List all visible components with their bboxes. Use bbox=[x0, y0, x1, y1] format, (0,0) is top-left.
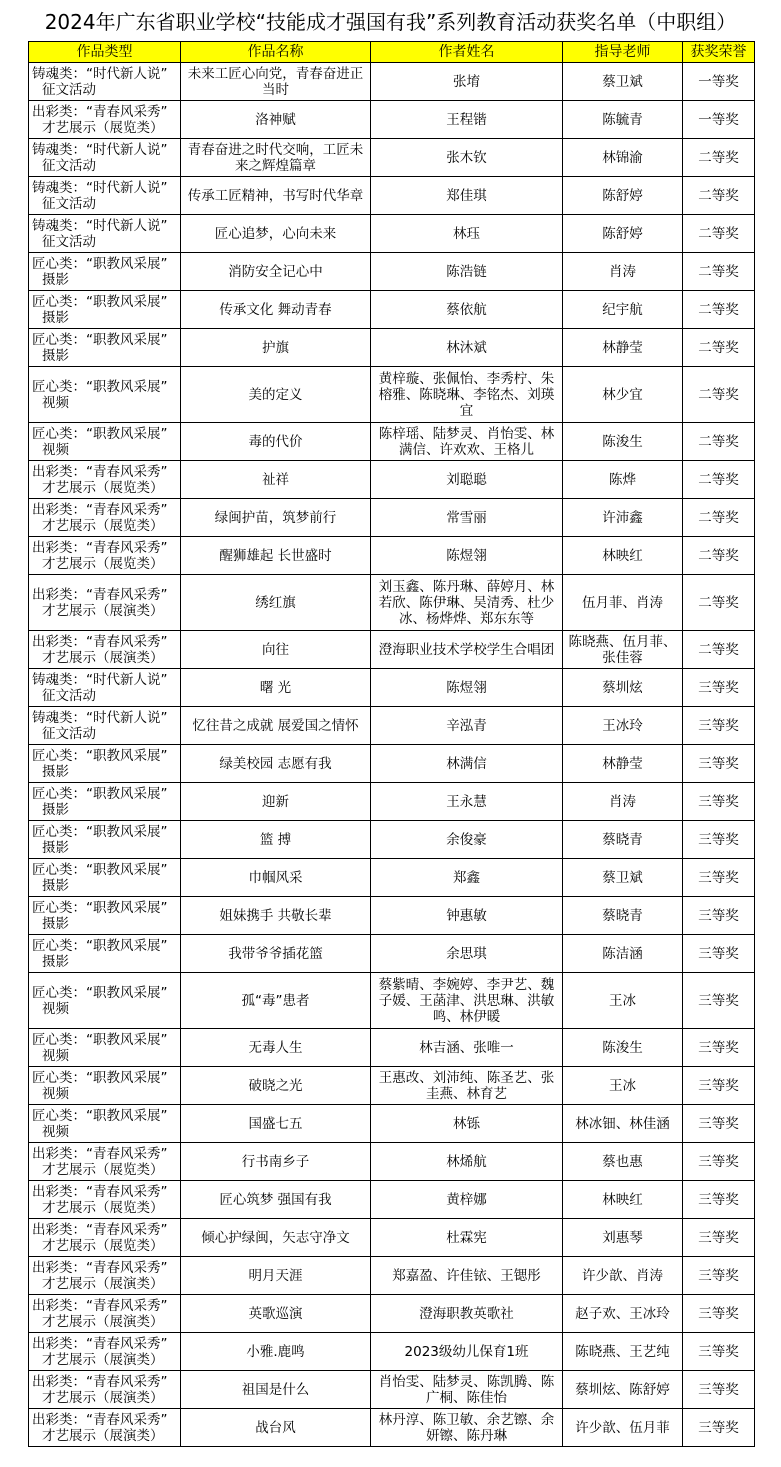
cell-award: 三等奖 bbox=[683, 1371, 755, 1409]
cell-teacher: 陈毓青 bbox=[563, 101, 683, 139]
type-activity: 征文活动 bbox=[42, 687, 96, 704]
cell-teacher: 林冰钿、林佳涵 bbox=[563, 1105, 683, 1143]
cell-author: 2023级幼儿保育1班 bbox=[371, 1333, 563, 1371]
table-row bbox=[29, 1257, 755, 1295]
type-category: 匠心类：“职教风采展” bbox=[32, 937, 168, 954]
cell-type bbox=[29, 745, 181, 783]
cell-type bbox=[29, 1181, 181, 1219]
cell-author: 钟惠敏 bbox=[371, 897, 563, 935]
cell-teacher: 陈浚生 bbox=[563, 423, 683, 461]
cell-award: 三等奖 bbox=[683, 1029, 755, 1067]
cell-author: 郑佳琪 bbox=[371, 177, 563, 215]
cell-type bbox=[29, 1409, 181, 1447]
table-row bbox=[29, 1333, 755, 1371]
table-row bbox=[29, 707, 755, 745]
cell-author: 张木钦 bbox=[371, 139, 563, 177]
cell-author: 肖怡雯、陆梦灵、陈凯腾、陈广桐、陈佳怡 bbox=[371, 1371, 563, 1409]
type-category: 匠心类：“职教风采展” bbox=[32, 984, 168, 1001]
cell-teacher: 蔡圳炫、陈舒婷 bbox=[563, 1371, 683, 1409]
cell-teacher: 陈洁涵 bbox=[563, 935, 683, 973]
table-row bbox=[29, 575, 755, 631]
table-row bbox=[29, 745, 755, 783]
cell-award: 三等奖 bbox=[683, 859, 755, 897]
type-category: 出彩类：“青春风采秀” bbox=[32, 1411, 168, 1428]
type-category: 匠心类：“职教风采展” bbox=[32, 899, 168, 916]
type-activity: 才艺展示（展览类） bbox=[42, 479, 164, 496]
cell-author: 黄梓璇、张佩怡、李秀柠、朱榕雅、陈晓琳、李铭杰、刘瑛宜 bbox=[371, 367, 563, 423]
table-row bbox=[29, 177, 755, 215]
table-row bbox=[29, 367, 755, 423]
type-category: 出彩类：“青春风采秀” bbox=[32, 1183, 168, 1200]
cell-work-name: 小雅.鹿鸣 bbox=[181, 1333, 371, 1371]
type-category: 匠心类：“职教风采展” bbox=[32, 1107, 168, 1124]
cell-author: 蔡紫晴、李婉婷、李尹艺、魏子媛、王菡津、洪思琳、洪敏鸣、林伊暖 bbox=[371, 973, 563, 1029]
cell-type bbox=[29, 1371, 181, 1409]
cell-teacher: 林静莹 bbox=[563, 745, 683, 783]
cell-author: 林吉涵、张唯一 bbox=[371, 1029, 563, 1067]
table-row bbox=[29, 63, 755, 101]
cell-author: 王程锴 bbox=[371, 101, 563, 139]
cell-work-name: 匠心追梦，心向未来 bbox=[181, 215, 371, 253]
type-activity: 摄影 bbox=[42, 271, 69, 288]
table-row bbox=[29, 1409, 755, 1447]
type-activity: 才艺展示（展览类） bbox=[42, 517, 164, 534]
cell-work-name: 行书南乡子 bbox=[181, 1143, 371, 1181]
cell-work-name: 未来工匠心向党，青春奋进正当时 bbox=[181, 63, 371, 101]
type-activity: 视频 bbox=[42, 441, 69, 458]
cell-author: 澄海职教英歌社 bbox=[371, 1295, 563, 1333]
cell-work-name: 姐妹携手 共敬长辈 bbox=[181, 897, 371, 935]
cell-award: 三等奖 bbox=[683, 1067, 755, 1105]
type-category: 匠心类：“职教风采展” bbox=[32, 1031, 168, 1048]
header-work-name: 作品名称 bbox=[181, 42, 371, 63]
type-category: 出彩类：“青春风采秀” bbox=[32, 1145, 168, 1162]
cell-work-name: 祖国是什么 bbox=[181, 1371, 371, 1409]
header-teacher: 指导老师 bbox=[563, 42, 683, 63]
table-row bbox=[29, 1371, 755, 1409]
table-row bbox=[29, 139, 755, 177]
cell-type bbox=[29, 821, 181, 859]
cell-award: 三等奖 bbox=[683, 707, 755, 745]
table-row bbox=[29, 1143, 755, 1181]
table-row bbox=[29, 329, 755, 367]
cell-type bbox=[29, 329, 181, 367]
cell-teacher: 王冰 bbox=[563, 973, 683, 1029]
table-row bbox=[29, 859, 755, 897]
table-row bbox=[29, 631, 755, 669]
type-activity: 才艺展示（展演类） bbox=[42, 602, 164, 619]
type-activity: 摄影 bbox=[42, 839, 69, 856]
cell-author: 陈煜翎 bbox=[371, 537, 563, 575]
type-category: 出彩类：“青春风采秀” bbox=[32, 586, 168, 603]
cell-award: 三等奖 bbox=[683, 1295, 755, 1333]
cell-type bbox=[29, 1105, 181, 1143]
type-category: 出彩类：“青春风采秀” bbox=[32, 1259, 168, 1276]
cell-author: 余思琪 bbox=[371, 935, 563, 973]
cell-teacher: 陈晓燕、伍月菲、张佳蓉 bbox=[563, 631, 683, 669]
type-activity: 才艺展示（展览类） bbox=[42, 1199, 164, 1216]
award-table-body bbox=[29, 63, 755, 1447]
cell-type bbox=[29, 537, 181, 575]
cell-work-name: 英歌巡演 bbox=[181, 1295, 371, 1333]
cell-author: 蔡依航 bbox=[371, 291, 563, 329]
type-activity: 才艺展示（展演类） bbox=[42, 1351, 164, 1368]
type-category: 出彩类：“青春风采秀” bbox=[32, 463, 168, 480]
type-activity: 征文活动 bbox=[42, 157, 96, 174]
table-row bbox=[29, 215, 755, 253]
cell-work-name: 绿美校园 志愿有我 bbox=[181, 745, 371, 783]
cell-award: 三等奖 bbox=[683, 1143, 755, 1181]
type-activity: 视频 bbox=[42, 394, 69, 411]
header-type: 作品类型 bbox=[29, 42, 181, 63]
cell-type bbox=[29, 177, 181, 215]
cell-type bbox=[29, 973, 181, 1029]
type-category: 出彩类：“青春风采秀” bbox=[32, 1297, 168, 1314]
cell-teacher: 王冰玲 bbox=[563, 707, 683, 745]
cell-work-name: 向往 bbox=[181, 631, 371, 669]
type-activity: 摄影 bbox=[42, 915, 69, 932]
cell-work-name: 青春奋进之时代交响，工匠未来之辉煌篇章 bbox=[181, 139, 371, 177]
cell-teacher: 蔡晓青 bbox=[563, 897, 683, 935]
cell-teacher: 赵子欢、王冰玲 bbox=[563, 1295, 683, 1333]
cell-work-name: 篮 搏 bbox=[181, 821, 371, 859]
cell-work-name: 匠心筑梦 强国有我 bbox=[181, 1181, 371, 1219]
cell-award: 一等奖 bbox=[683, 63, 755, 101]
table-row bbox=[29, 423, 755, 461]
table-row bbox=[29, 499, 755, 537]
table-row bbox=[29, 537, 755, 575]
cell-teacher: 陈烨 bbox=[563, 461, 683, 499]
cell-award: 三等奖 bbox=[683, 1219, 755, 1257]
type-category: 匠心类：“职教风采展” bbox=[32, 255, 168, 272]
table-row bbox=[29, 669, 755, 707]
type-activity: 征文活动 bbox=[42, 725, 96, 742]
type-activity: 才艺展示（展演类） bbox=[42, 1275, 164, 1292]
cell-teacher: 肖涛 bbox=[563, 783, 683, 821]
cell-award: 二等奖 bbox=[683, 537, 755, 575]
cell-award: 二等奖 bbox=[683, 177, 755, 215]
cell-type bbox=[29, 1067, 181, 1105]
cell-work-name: 美的定义 bbox=[181, 367, 371, 423]
type-category: 铸魂类：“时代新人说” bbox=[32, 65, 168, 82]
cell-type bbox=[29, 215, 181, 253]
cell-award: 二等奖 bbox=[683, 253, 755, 291]
cell-type bbox=[29, 139, 181, 177]
cell-work-name: 曙 光 bbox=[181, 669, 371, 707]
cell-teacher: 林锦渝 bbox=[563, 139, 683, 177]
type-activity: 才艺展示（展演类） bbox=[42, 1313, 164, 1330]
cell-work-name: 绿闽护苗，筑梦前行 bbox=[181, 499, 371, 537]
cell-author: 陈煜翎 bbox=[371, 669, 563, 707]
type-activity: 摄影 bbox=[42, 801, 69, 818]
cell-author: 黄梓娜 bbox=[371, 1181, 563, 1219]
type-activity: 才艺展示（展览类） bbox=[42, 1237, 164, 1254]
cell-teacher: 蔡晓青 bbox=[563, 821, 683, 859]
cell-teacher: 许少歆、伍月菲 bbox=[563, 1409, 683, 1447]
table-row bbox=[29, 101, 755, 139]
cell-teacher: 王冰 bbox=[563, 1067, 683, 1105]
type-activity: 才艺展示（展览类） bbox=[42, 1161, 164, 1178]
cell-author: 王惠改、刘沛纯、陈圣艺、张圭燕、林育艺 bbox=[371, 1067, 563, 1105]
type-activity: 摄影 bbox=[42, 309, 69, 326]
type-category: 铸魂类：“时代新人说” bbox=[32, 709, 168, 726]
type-category: 出彩类：“青春风采秀” bbox=[32, 1221, 168, 1238]
cell-teacher: 林映红 bbox=[563, 1181, 683, 1219]
type-activity: 视频 bbox=[42, 1047, 69, 1064]
cell-work-name: 护旗 bbox=[181, 329, 371, 367]
type-category: 匠心类：“职教风采展” bbox=[32, 293, 168, 310]
type-category: 匠心类：“职教风采展” bbox=[32, 331, 168, 348]
cell-type bbox=[29, 101, 181, 139]
cell-type bbox=[29, 783, 181, 821]
type-category: 匠心类：“职教风采展” bbox=[32, 378, 168, 395]
type-activity: 征文活动 bbox=[42, 195, 96, 212]
table-row bbox=[29, 973, 755, 1029]
type-activity: 摄影 bbox=[42, 953, 69, 970]
cell-teacher: 林映红 bbox=[563, 537, 683, 575]
type-category: 出彩类：“青春风采秀” bbox=[32, 1335, 168, 1352]
type-activity: 才艺展示（展览类） bbox=[42, 119, 164, 136]
cell-work-name: 巾帼风采 bbox=[181, 859, 371, 897]
header-award: 获奖荣誉 bbox=[683, 42, 755, 63]
header-author: 作者姓名 bbox=[371, 42, 563, 63]
cell-work-name: 传承工匠精神，书写时代华章 bbox=[181, 177, 371, 215]
cell-award: 二等奖 bbox=[683, 329, 755, 367]
type-category: 匠心类：“职教风采展” bbox=[32, 861, 168, 878]
cell-teacher: 许沛鑫 bbox=[563, 499, 683, 537]
type-category: 出彩类：“青春风采秀” bbox=[32, 501, 168, 518]
cell-type bbox=[29, 669, 181, 707]
table-row bbox=[29, 1295, 755, 1333]
type-activity: 征文活动 bbox=[42, 81, 96, 98]
cell-award: 二等奖 bbox=[683, 291, 755, 329]
cell-award: 三等奖 bbox=[683, 1409, 755, 1447]
cell-award: 二等奖 bbox=[683, 367, 755, 423]
cell-teacher: 肖涛 bbox=[563, 253, 683, 291]
cell-type bbox=[29, 1295, 181, 1333]
type-activity: 才艺展示（展演类） bbox=[42, 1427, 164, 1444]
type-activity: 摄影 bbox=[42, 877, 69, 894]
cell-work-name: 消防安全记心中 bbox=[181, 253, 371, 291]
cell-work-name: 迎新 bbox=[181, 783, 371, 821]
cell-work-name: 无毒人生 bbox=[181, 1029, 371, 1067]
cell-work-name: 国盛七五 bbox=[181, 1105, 371, 1143]
cell-award: 三等奖 bbox=[683, 669, 755, 707]
cell-author: 刘聪聪 bbox=[371, 461, 563, 499]
cell-author: 郑鑫 bbox=[371, 859, 563, 897]
type-category: 匠心类：“职教风采展” bbox=[32, 785, 168, 802]
type-category: 匠心类：“职教风采展” bbox=[32, 1069, 168, 1086]
table-row bbox=[29, 821, 755, 859]
cell-work-name: 破晓之光 bbox=[181, 1067, 371, 1105]
cell-award: 二等奖 bbox=[683, 215, 755, 253]
award-table bbox=[28, 41, 755, 1447]
cell-type bbox=[29, 859, 181, 897]
table-row bbox=[29, 1219, 755, 1257]
cell-teacher: 陈舒婷 bbox=[563, 215, 683, 253]
cell-teacher: 许少歆、肖涛 bbox=[563, 1257, 683, 1295]
cell-author: 林满信 bbox=[371, 745, 563, 783]
cell-type bbox=[29, 461, 181, 499]
cell-award: 二等奖 bbox=[683, 423, 755, 461]
cell-author: 郑嘉盈、许佳铱、王锶彤 bbox=[371, 1257, 563, 1295]
cell-work-name: 祉祥 bbox=[181, 461, 371, 499]
cell-author: 陈梓瑶、陆梦灵、肖怡雯、林满信、许欢欢、王格儿 bbox=[371, 423, 563, 461]
cell-author: 林沐斌 bbox=[371, 329, 563, 367]
cell-award: 二等奖 bbox=[683, 499, 755, 537]
cell-author: 张堉 bbox=[371, 63, 563, 101]
type-category: 匠心类：“职教风采展” bbox=[32, 425, 168, 442]
cell-teacher: 陈浚生 bbox=[563, 1029, 683, 1067]
cell-work-name: 孤“毒”患者 bbox=[181, 973, 371, 1029]
cell-work-name: 绣红旗 bbox=[181, 575, 371, 631]
cell-teacher: 蔡卫斌 bbox=[563, 859, 683, 897]
cell-type bbox=[29, 291, 181, 329]
cell-author: 林铄 bbox=[371, 1105, 563, 1143]
cell-award: 二等奖 bbox=[683, 631, 755, 669]
type-category: 铸魂类：“时代新人说” bbox=[32, 179, 168, 196]
cell-author: 林烯航 bbox=[371, 1143, 563, 1181]
type-activity: 摄影 bbox=[42, 763, 69, 780]
cell-teacher: 林静莹 bbox=[563, 329, 683, 367]
cell-type bbox=[29, 1029, 181, 1067]
table-row bbox=[29, 1067, 755, 1105]
cell-author: 陈浩链 bbox=[371, 253, 563, 291]
type-activity: 才艺展示（展览类） bbox=[42, 555, 164, 572]
type-category: 铸魂类：“时代新人说” bbox=[32, 141, 168, 158]
cell-work-name: 传承文化 舞动青春 bbox=[181, 291, 371, 329]
cell-award: 三等奖 bbox=[683, 935, 755, 973]
cell-work-name: 醒狮雄起 长世盛时 bbox=[181, 537, 371, 575]
cell-type bbox=[29, 1333, 181, 1371]
type-category: 匠心类：“职教风采展” bbox=[32, 747, 168, 764]
cell-work-name: 倾心护绿闽，矢志守净文 bbox=[181, 1219, 371, 1257]
cell-author: 余俊豪 bbox=[371, 821, 563, 859]
cell-award: 三等奖 bbox=[683, 1257, 755, 1295]
cell-award: 三等奖 bbox=[683, 973, 755, 1029]
table-row bbox=[29, 291, 755, 329]
page-title: 2024年广东省职业学校“技能成才强国有我”系列教育活动获奖名单（中职组） bbox=[44, 9, 737, 34]
cell-award: 三等奖 bbox=[683, 1181, 755, 1219]
type-category: 出彩类：“青春风采秀” bbox=[32, 633, 168, 650]
type-activity: 才艺展示（展演类） bbox=[42, 1389, 164, 1406]
cell-author: 澄海职业技术学校学生合唱团 bbox=[371, 631, 563, 669]
cell-teacher: 蔡卫斌 bbox=[563, 63, 683, 101]
cell-author: 林丹淳、陈卫敏、余艺镲、余妍镲、陈丹琳 bbox=[371, 1409, 563, 1447]
type-category: 出彩类：“青春风采秀” bbox=[32, 1373, 168, 1390]
cell-award: 三等奖 bbox=[683, 1105, 755, 1143]
cell-teacher: 蔡圳炫 bbox=[563, 669, 683, 707]
cell-work-name: 毒的代价 bbox=[181, 423, 371, 461]
cell-author: 王永慧 bbox=[371, 783, 563, 821]
cell-award: 二等奖 bbox=[683, 139, 755, 177]
table-row bbox=[29, 935, 755, 973]
cell-work-name: 战台风 bbox=[181, 1409, 371, 1447]
type-category: 铸魂类：“时代新人说” bbox=[32, 217, 168, 234]
cell-work-name: 我带爷爷插花篮 bbox=[181, 935, 371, 973]
table-row bbox=[29, 1181, 755, 1219]
cell-type bbox=[29, 935, 181, 973]
cell-author: 辛泓青 bbox=[371, 707, 563, 745]
cell-award: 三等奖 bbox=[683, 745, 755, 783]
type-category: 出彩类：“青春风采秀” bbox=[32, 539, 168, 556]
cell-award: 三等奖 bbox=[683, 897, 755, 935]
cell-type bbox=[29, 707, 181, 745]
cell-type bbox=[29, 1219, 181, 1257]
table-row bbox=[29, 783, 755, 821]
cell-award: 三等奖 bbox=[683, 783, 755, 821]
header-row bbox=[29, 42, 755, 63]
cell-type bbox=[29, 499, 181, 537]
cell-teacher: 刘惠琴 bbox=[563, 1219, 683, 1257]
cell-type bbox=[29, 575, 181, 631]
cell-award: 三等奖 bbox=[683, 1333, 755, 1371]
cell-type bbox=[29, 1143, 181, 1181]
table-row bbox=[29, 1029, 755, 1067]
cell-author: 杜霖宪 bbox=[371, 1219, 563, 1257]
cell-type bbox=[29, 631, 181, 669]
cell-type bbox=[29, 897, 181, 935]
cell-teacher: 蔡也惠 bbox=[563, 1143, 683, 1181]
type-category: 出彩类：“青春风采秀” bbox=[32, 103, 168, 120]
cell-type bbox=[29, 1257, 181, 1295]
cell-type bbox=[29, 367, 181, 423]
cell-award: 二等奖 bbox=[683, 461, 755, 499]
cell-award: 一等奖 bbox=[683, 101, 755, 139]
table-row bbox=[29, 897, 755, 935]
type-category: 铸魂类：“时代新人说” bbox=[32, 671, 168, 688]
cell-teacher: 林少宜 bbox=[563, 367, 683, 423]
table-row bbox=[29, 461, 755, 499]
cell-author: 常雪丽 bbox=[371, 499, 563, 537]
cell-author: 林珏 bbox=[371, 215, 563, 253]
type-activity: 视频 bbox=[42, 1085, 69, 1102]
cell-type bbox=[29, 253, 181, 291]
cell-work-name: 明月天涯 bbox=[181, 1257, 371, 1295]
cell-award: 二等奖 bbox=[683, 575, 755, 631]
cell-teacher: 陈舒婷 bbox=[563, 177, 683, 215]
table-row bbox=[29, 253, 755, 291]
cell-award: 三等奖 bbox=[683, 821, 755, 859]
cell-work-name: 忆往昔之成就 展爱国之情怀 bbox=[181, 707, 371, 745]
cell-type bbox=[29, 423, 181, 461]
type-activity: 征文活动 bbox=[42, 233, 96, 250]
cell-teacher: 伍月菲、肖涛 bbox=[563, 575, 683, 631]
cell-teacher: 纪宇航 bbox=[563, 291, 683, 329]
table-row bbox=[29, 1105, 755, 1143]
type-activity: 摄影 bbox=[42, 347, 69, 364]
type-activity: 视频 bbox=[42, 1000, 69, 1017]
cell-type bbox=[29, 63, 181, 101]
cell-teacher: 陈晓燕、王艺纯 bbox=[563, 1333, 683, 1371]
type-category: 匠心类：“职教风采展” bbox=[32, 823, 168, 840]
cell-work-name: 洛神赋 bbox=[181, 101, 371, 139]
cell-author: 刘玉鑫、陈丹琳、薛婷月、林若欣、陈伊琳、吴清秀、杜少冰、杨烨烨、郑东东等 bbox=[371, 575, 563, 631]
type-activity: 视频 bbox=[42, 1123, 69, 1140]
type-activity: 才艺展示（展演类） bbox=[42, 649, 164, 666]
